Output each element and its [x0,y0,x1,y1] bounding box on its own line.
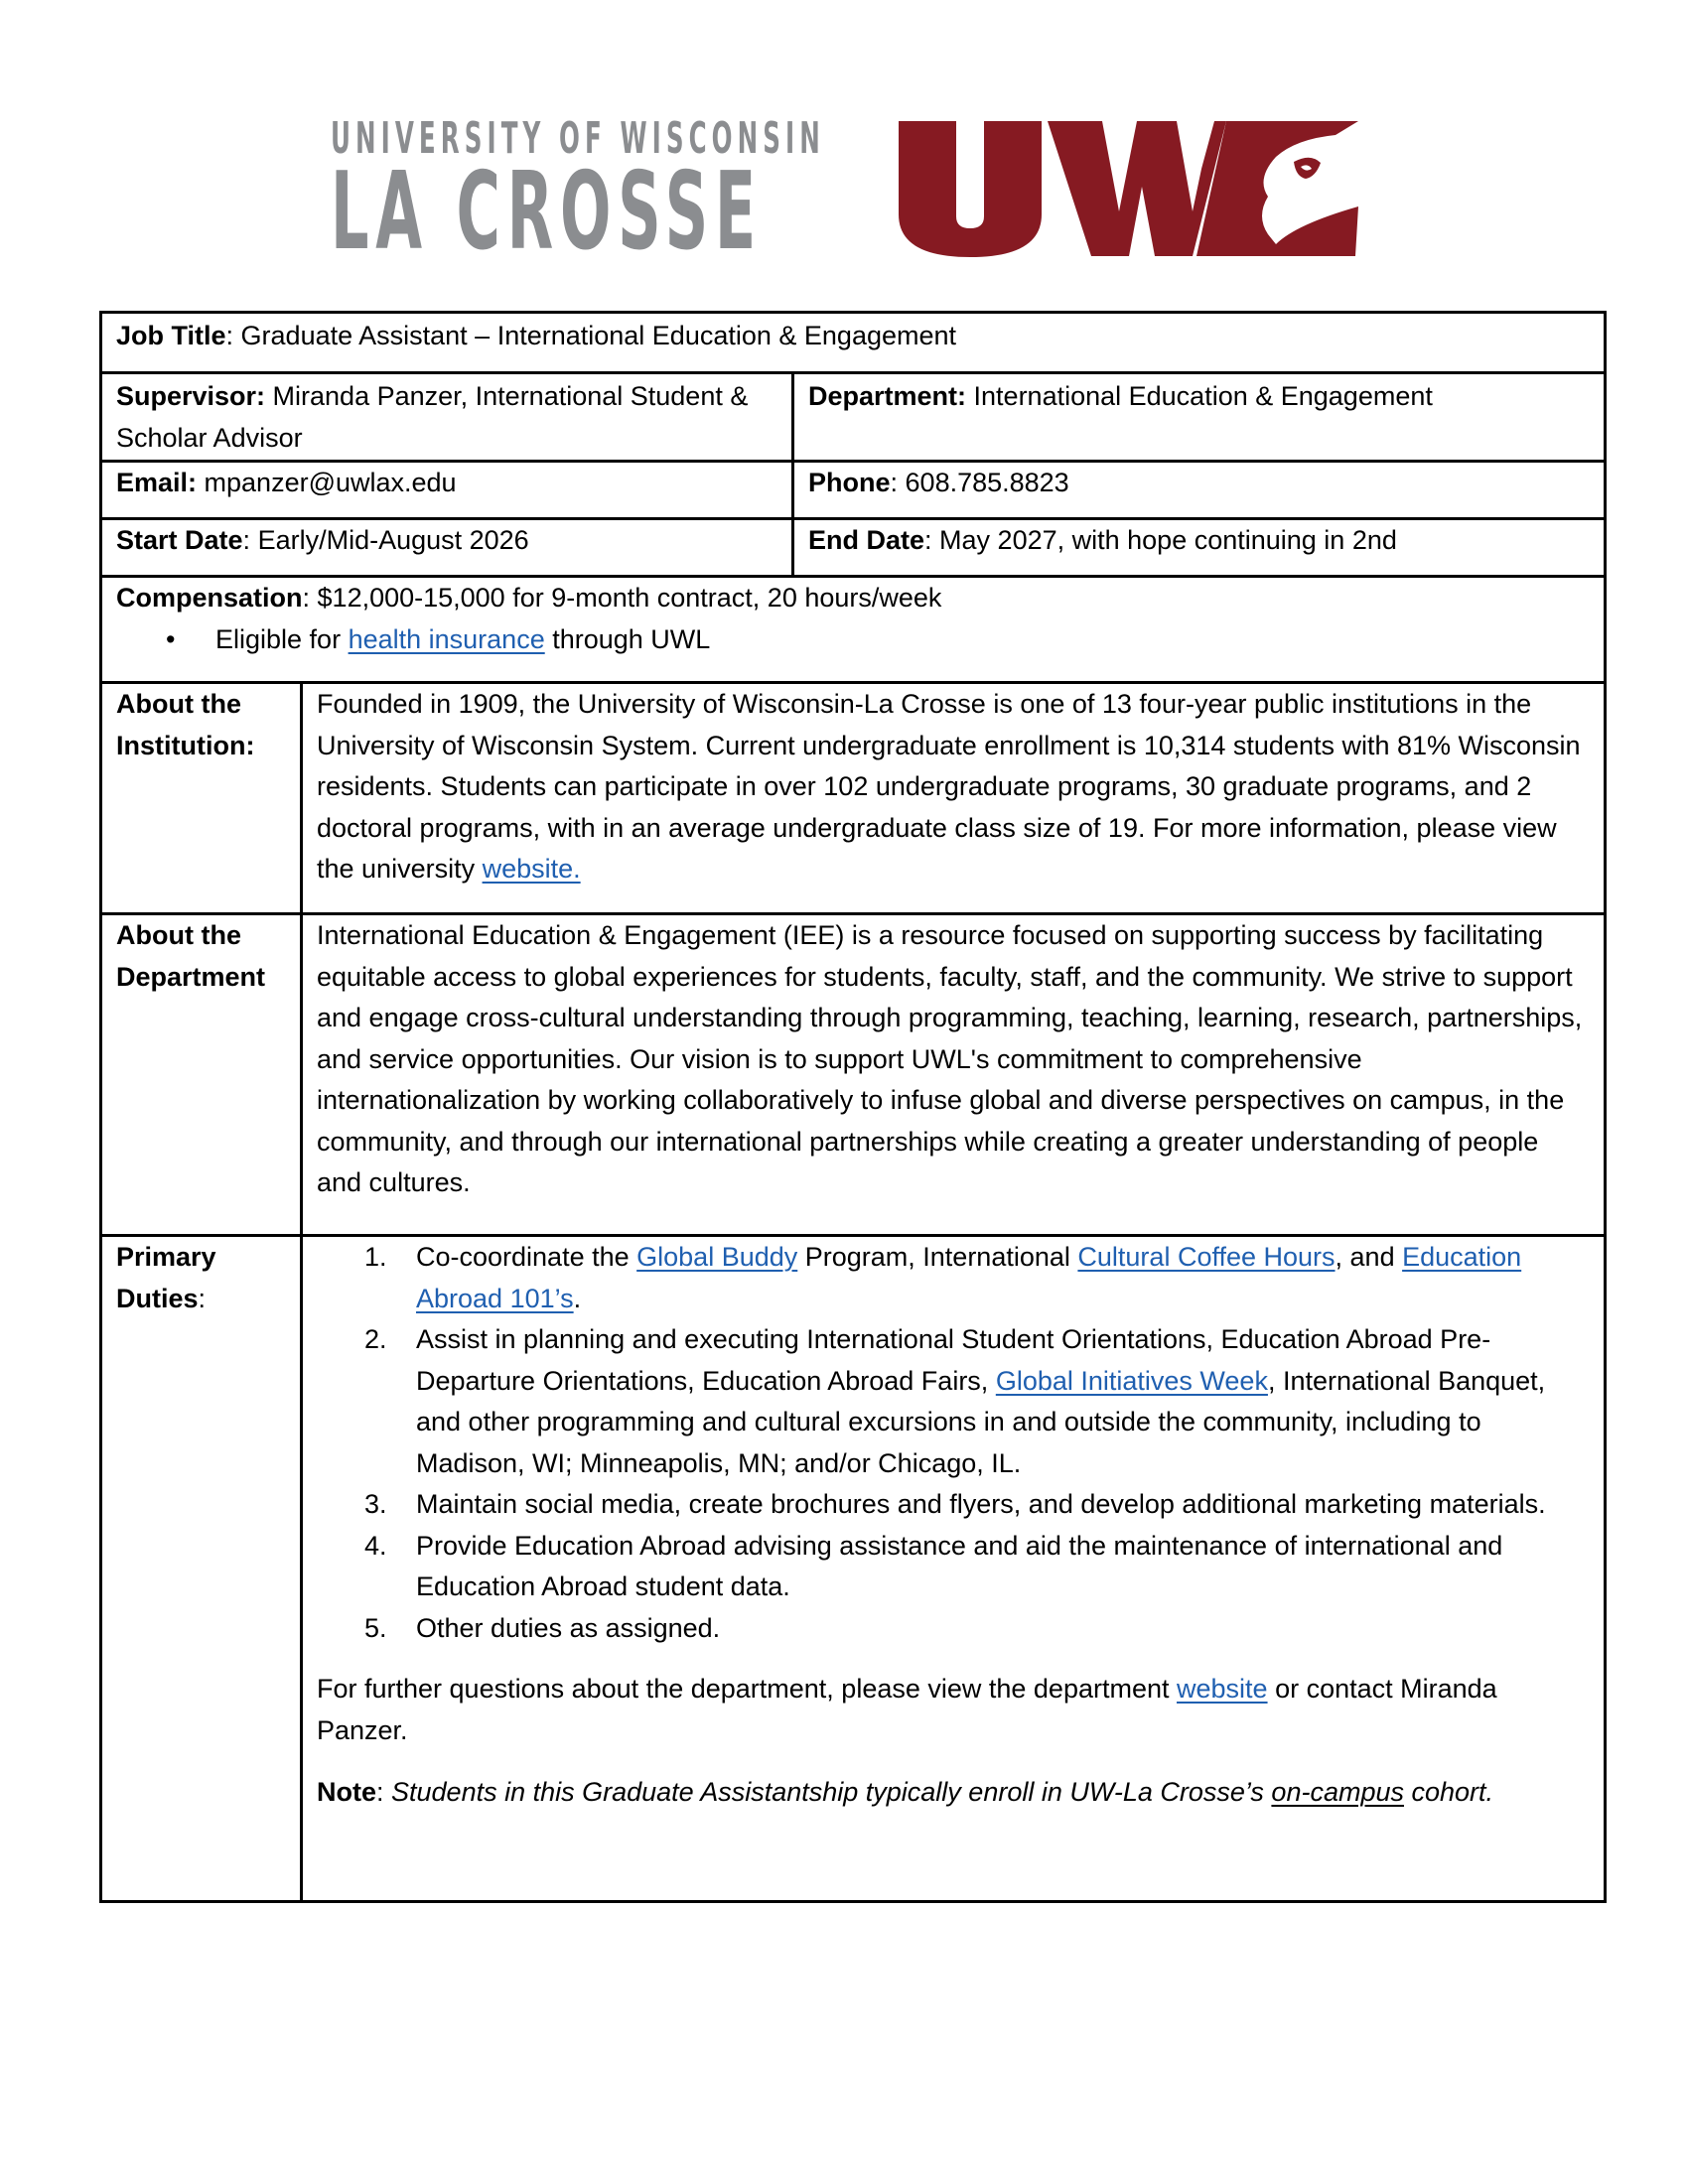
about-department-label: About the Department [101,914,302,1236]
health-insurance-link[interactable]: health insurance [348,623,545,654]
start-date-cell: Start Date: Early/Mid-August 2026 [101,519,793,577]
primary-duties-content [302,1236,1606,1902]
logo-university-of-wisconsin: UNIVERSITY OF WISCONSIN [331,113,825,164]
phone-cell: Phone: 608.785.8823 [793,462,1606,519]
row-dates [101,519,1606,577]
note-label: Note [317,1777,376,1807]
job-title-label: Job Title [116,321,226,350]
university-website-link[interactable]: website. [482,854,581,884]
compensation-value: $12,000-15,000 for 9-month contract, 20 hours/week [317,583,942,613]
job-title-value: Graduate Assistant – International Education & Engagement [240,321,957,350]
uwl-eagle-logo-icon [899,117,1358,261]
logo-la-crosse: LA CROSSE [331,150,763,274]
about-department-text: International Education & Engagement (IEE) is a resource focused on supporting success by facilitating equitable access to global experiences for students, faculty, staff, and the community. We strive to support and engage cross-cultural understanding through programming, teaching, learning, research, partnerships, and service opportunities. Our vision is to support UWL's commitment to comprehensive internationalization by working collaboratively to infuse global and diverse perspectives on campus, in the community, and through our international partnerships while creating a greater understanding of people and cultures. [302,914,1606,1236]
global-initiatives-week-link[interactable]: Global Initiatives Week [995,1365,1268,1396]
about-institution-label: About the Institution: [101,683,302,914]
university-logo [331,113,1358,274]
end-date-label: End Date [808,525,925,555]
row-about-institution [101,683,1606,914]
cultural-coffee-hours-link[interactable]: Cultural Coffee Hours [1077,1242,1336,1272]
compensation-bullets [116,619,1590,661]
further-questions-text: For further questions about the department, please view the department website or contact Miranda Panzer. [317,1674,1497,1745]
on-campus-underlined: on-campus [1271,1777,1404,1807]
list-item: 1. Co-coordinate the Global Buddy Program, International Cultural Coffee Hours, and Education Abroad 101’s. [364,1242,1522,1313]
end-date-cell: End Date: May 2027, with hope continuing in 2nd [793,519,1606,577]
row-compensation [101,577,1606,683]
email-label: Email: [116,468,198,497]
bullet-icon: • [166,623,176,654]
job-description-table [99,311,1607,1903]
row-job-title [101,313,1606,373]
phone-value: 608.785.8823 [905,468,1069,497]
department-label: Department: [808,381,967,411]
list-item: 3. Maintain social media, create brochures and flyers, and develop additional marketing materials. [364,1489,1546,1519]
logo-wordmark [331,113,872,274]
department-value: International Education & Engagement [966,381,1433,411]
email-value: mpanzer@uwlax.edu [197,468,457,497]
note-text: Note: Students in this Graduate Assistantship typically enroll in UW-La Crosse’s on-campus cohort. [317,1777,1494,1807]
supervisor-cell [101,373,793,462]
department-website-link[interactable]: website [1177,1674,1268,1704]
job-title-cell: Job Title: Graduate Assistant – International Education & Engagement [101,313,1606,373]
list-item: 4. Provide Education Abroad advising assistance and aid the maintenance of international and Education Abroad student data. [364,1530,1503,1601]
row-about-department [101,914,1606,1236]
logo-letter-u [899,121,1042,257]
education-abroad-101-link[interactable]: Education Abroad 101’s [416,1242,1522,1313]
list-item: • Eligible for health insurance through UWL [116,619,1590,661]
start-date-label: Start Date [116,525,243,555]
supervisor-label: Supervisor: [116,381,266,411]
end-date-value: May 2027, with hope continuing in 2nd [939,525,1397,555]
start-date-value: Early/Mid-August 2026 [257,525,529,555]
email-cell [101,462,793,519]
duties-list [317,1237,1590,1649]
compensation-label: Compensation [116,583,303,613]
compensation-cell: Compensation: $12,000-15,000 for 9-month contract, 20 hours/week • Eligible for health insurance through UWL [101,577,1606,683]
list-item: 2. Assist in planning and executing International Student Orientations, Education Abroad Pre-Departure Orientations, Education Abroad Fairs, Global Initiatives Week, International Banquet, and other programming and cultural excursions in and outside the community, including to Madison, WI; Minneapolis, MN; and/or Chicago, IL. [364,1324,1546,1478]
list-item: 5. Other duties as assigned. [364,1612,721,1643]
about-institution-text: Founded in 1909, the University of Wisconsin-La Crosse is one of 13 four-year public institutions in the University of Wisconsin System. Current undergraduate enrollment is 10,314 students with 81% Wisconsin residents. Students can participate in over 102 undergraduate programs, 30 graduate programs, and 2 doctoral programs, with in an average undergraduate class size of 19. For more information, please view the university website. [302,683,1606,914]
supervisor-value: Miranda Panzer, International Student & Scholar Advisor [116,381,749,453]
row-primary-duties [101,1236,1606,1902]
row-supervisor-department [101,373,1606,462]
global-buddy-link[interactable]: Global Buddy [636,1242,798,1272]
primary-duties-label: Primary Duties: [101,1236,302,1902]
row-email-phone [101,462,1606,519]
phone-label: Phone [808,468,891,497]
logo-letter-w [1048,121,1226,256]
department-cell [793,373,1606,462]
